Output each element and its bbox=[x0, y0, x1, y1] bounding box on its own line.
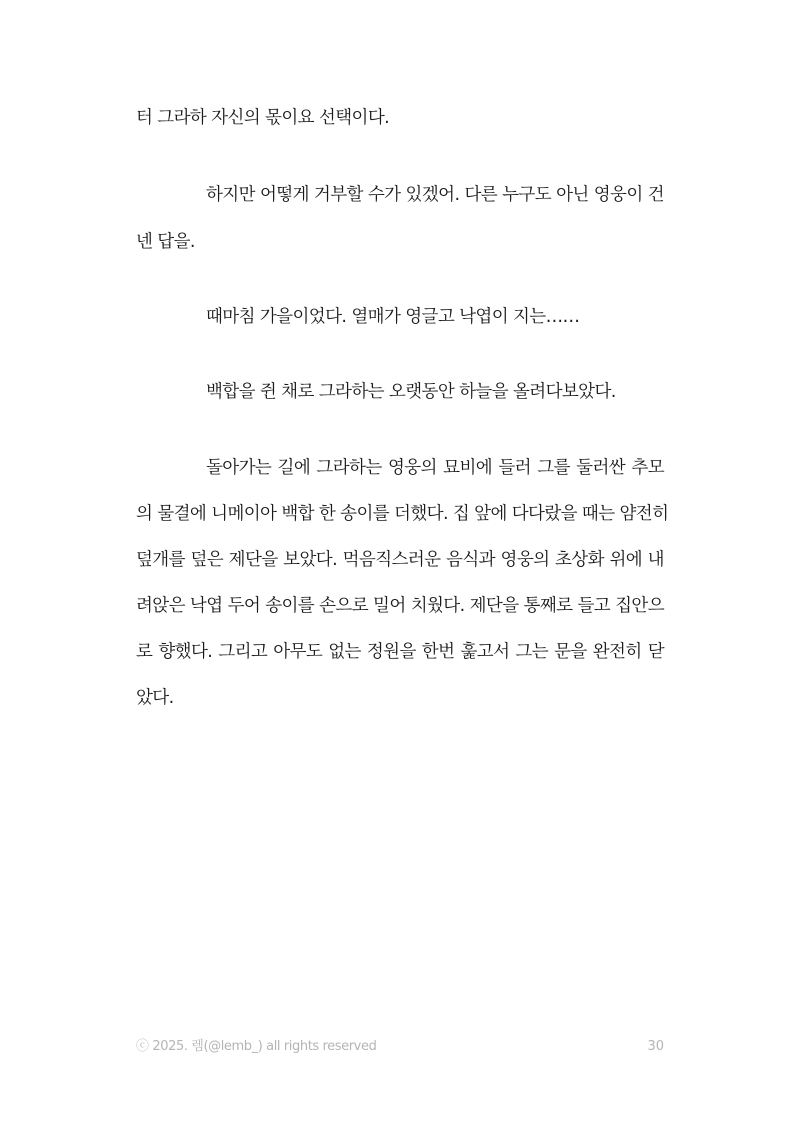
text-line: 의 물결에 니메이아 백합 한 송이를 더했다. 집 앞에 다다랐을 때는 얌전히 bbox=[136, 504, 669, 524]
text-line: 하지만 어떻게 거부할 수가 있겠어. 다른 누구도 아닌 영웅이 건 bbox=[206, 185, 664, 205]
text-line: 터 그라하 자신의 몫이요 선택이다. bbox=[136, 108, 390, 128]
text-line: 로 향했다. 그리고 아무도 없는 정원을 한번 훑고서 그는 문을 완전히 닫 bbox=[136, 642, 664, 662]
copyright-notice: ⓒ 2025. 렘(@lemb_) all rights reserved bbox=[136, 1039, 377, 1054]
text-line: 넨 답을. bbox=[136, 232, 195, 252]
text-line: 려앉은 낙엽 두어 송이를 손으로 밀어 치웠다. 제단을 통째로 들고 집안으 bbox=[136, 596, 664, 616]
text-line: 백합을 쥔 채로 그라하는 오랫동안 하늘을 올려다보았다. bbox=[206, 382, 616, 402]
text-line: 돌아가는 길에 그라하는 영웅의 묘비에 들러 그를 둘러싼 추모 bbox=[206, 458, 664, 478]
text-line: 때마침 가을이었다. 열매가 영글고 낙엽이 지는…… bbox=[206, 307, 580, 327]
text-line: 덮개를 덮은 제단을 보았다. 먹음직스러운 음식과 영웅의 초상화 위에 내 bbox=[136, 550, 664, 570]
page-number: 30 bbox=[647, 1039, 664, 1054]
text-line: 았다. bbox=[136, 688, 174, 708]
